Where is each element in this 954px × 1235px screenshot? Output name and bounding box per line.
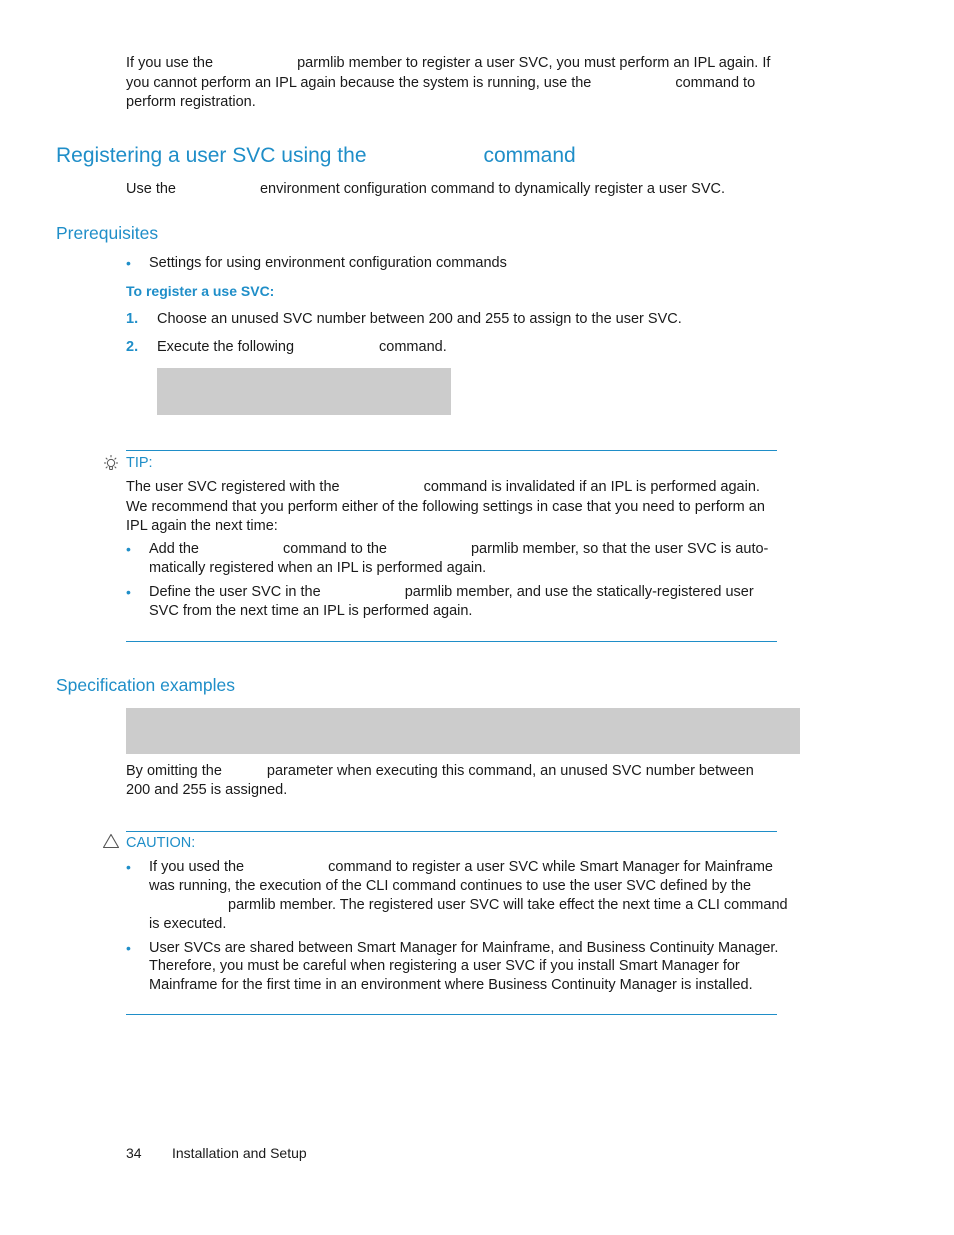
step-number: 1. [126,311,139,327]
prerequisites-title: Prerequisites [56,223,159,243]
tip-line-1: The user SVC registered with the command is invalidated if an IPL is performed again. [126,479,760,495]
caution-bullet-1-line-3: parmlib member. The registered user SVC will take effect the next time a CLI command [228,897,788,913]
bullet-marker: • [126,255,131,271]
tip-bullet-2: • Define the user SVC in the parmlib member, and use the statically-registered user [126,584,754,600]
prerequisite-item: • Settings for using environment configuration commands [126,255,507,271]
spec-line-2: 200 and 255 is assigned. [126,782,288,798]
tip-top-rule [126,450,777,451]
tip-line-2: We recommend that you perform either of the following settings in case that you need to perform an [126,499,765,515]
warning-triangle-icon [102,833,120,849]
step-number: 2. [126,339,139,355]
intro-line-1: If you use the parmlib member to register a user SVC, you must perform an IPL again. If [126,55,771,71]
tip-label: TIP: [126,455,153,471]
bullet-marker: • [126,541,131,557]
caution-bullet-1-line-4: is executed. [149,916,227,932]
register-description: Use the environment configuration command to dynamically register a user SVC. [126,181,726,197]
lightbulb-icon [102,453,120,473]
tip-bottom-rule [126,641,777,642]
tip-bullet-1-cont: matically registered when an IPL is performed again. [149,560,487,576]
caution-bullet-1-line-2: was running, the execution of the CLI command continues to use the user SVC defined by the [149,878,752,894]
caution-bullet-2-line-2: Therefore, you must be careful when registering a user SVC if you install Smart Manager for [149,958,740,974]
step-1: 1. Choose an unused SVC number between 200 and 255 to assign to the user SVC. [126,311,682,327]
bullet-marker: • [126,940,131,956]
spec-line-1: By omitting the parameter when executing this command, an unused SVC number between [126,763,754,779]
step-2: 2. Execute the following command. [126,339,447,355]
caution-bullet-2-line-3: Mainframe for the first time in an environment where Business Continuity Manager is installed. [149,977,753,993]
page-number: 34 [126,1145,142,1161]
tip-line-3: IPL again the next time: [126,518,278,534]
intro-line-3: perform registration. [126,94,256,110]
caution-bottom-rule [126,1014,777,1015]
code-block-register [157,368,451,415]
caution-bullet-2: • User SVCs are shared between Smart Manager for Mainframe, and Business Continuity Manager. [126,940,779,956]
tip-bullet-1: • Add the command to the parmlib member, so that the user SVC is auto- [126,541,769,557]
bullet-marker: • [126,584,131,600]
bullet-marker: • [126,859,131,875]
tip-bullet-2-cont: SVC from the next time an IPL is performed again. [149,603,473,619]
code-block-spec [126,708,800,754]
caution-top-rule [126,831,777,832]
footer-section: Installation and Setup [172,1145,307,1161]
procedure-title: To register a use SVC: [126,283,275,299]
section-title-register: Registering a user SVC using the command [56,144,576,167]
caution-label: CAUTION: [126,835,196,851]
specification-title: Specification examples [56,675,235,695]
caution-bullet-1: • If you used the command to register a user SVC while Smart Manager for Mainframe [126,859,773,875]
intro-line-2: you cannot perform an IPL again because the system is running, use the command to [126,75,756,91]
